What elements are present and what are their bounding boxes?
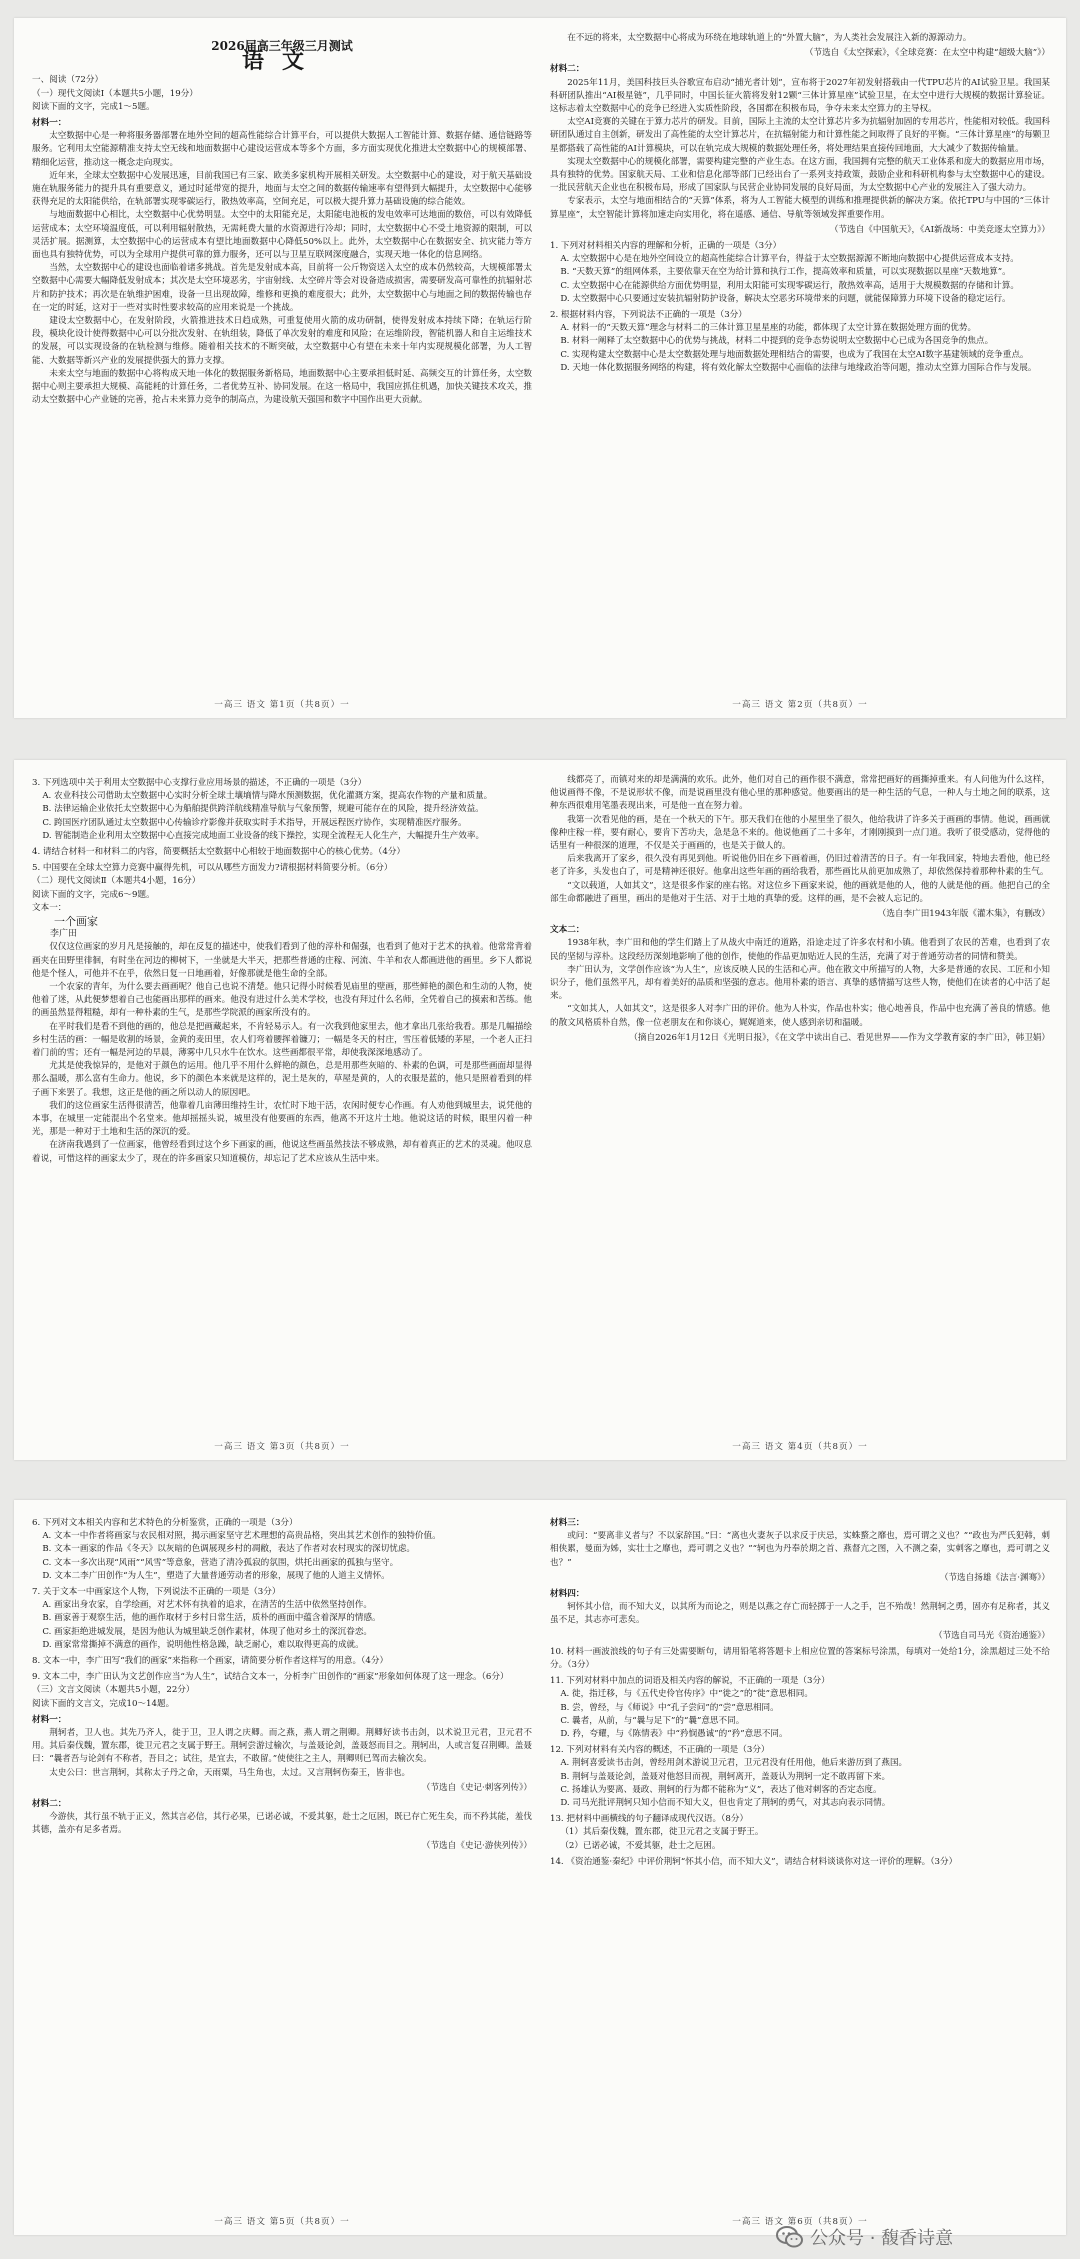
page-6-column (550, 1514, 1050, 2209)
paragraph: 文本一： (32, 902, 67, 913)
answer-option: A. 材料一的“天数天算”理念与材料二的三体计算卫星星座的功能，都体现了太空计算在数据处理方面的优势。 (560, 323, 977, 334)
answer-option: A. 文本一中作者将画家与农民相对照，揭示画家坚守艺术理想的高贵品格，突出其艺术创作的独特价值。 (42, 1531, 441, 1542)
exam-sheet-pages-1-2 (14, 18, 1066, 718)
source-citation: （摘自2026年1月12日《光明日报》，《在文学中读出自己、看见世界——作为文学教育家的李广田》，韩卫娟） (629, 1032, 1050, 1043)
section-heading: 材料三： (550, 1518, 585, 1528)
answer-option: D. 太空数据中心只要通过安装抗辐射防护设备，解决太空恶劣环境带来的问题，就能保障算力环境下设备的稳定运行。 (560, 293, 1011, 304)
section-heading: 材料四： (550, 1589, 585, 1600)
paragraph: 未来太空与地面的数据中心将构成天地一体化的数据服务新格局，地面数据中心主要承担低时延、高频交互的计算任务，太空数据中心则主要承担大规模、高能耗的计算任务，二者优势互补、协同发展。在这一格局中，我国应抓住机遇，加快关键技术攻关，推动太空数据中心产业链的完善，抢占未来算力竞争的制高点，为建设航天强国和数字中国作出更大贡献。 (32, 368, 532, 406)
question-text: 11. 下列对材料中加点的词语及相关内容的解说，不正确的一项是（3分） (550, 1676, 830, 1687)
question-text: 12. 下列对材料有关内容的概述，不正确的一项是（3分） (550, 1745, 770, 1756)
question-text: 6. 下列对文本相关内容和艺术特色的分析鉴赏，正确的一项是（3分） (32, 1518, 298, 1528)
section-heading: 材料二： (550, 64, 585, 75)
page-2-column (550, 32, 1050, 692)
page-5-text (32, 1517, 532, 1853)
paragraph: 一个画家 (54, 915, 98, 929)
paragraph: 在济南我遇到了一位画家，他曾经看到过这个乡下画家的画，他说这些画虽然技法不够成熟，却有着真正的艺术的灵魂。他叹息着说，可惜这样的画家太少了，现在的许多画家只知道模仿，却忘记了艺术应该从生活中来。 (32, 1140, 532, 1164)
source-citation: （节选自《中国航天》，《AI新战场：中美竞逐太空算力》） (829, 224, 1050, 235)
page-3-footer: 一高三 语文 第3页（共8页）一 (214, 1442, 350, 1452)
question-text: 1. 下列对材料相关内容的理解和分析，正确的一项是（3分） (550, 241, 782, 252)
answer-option: C. 跨国医疗团队通过太空数据中心传输诊疗影像并获取实时手术指导，开展远程医疗协作，实现精准医疗服务。 (42, 817, 467, 828)
page-4-text (550, 774, 1050, 1045)
paragraph: 尤其是使我惊异的，是他对于颜色的运用。他几乎不用什么鲜艳的颜色，总是用那些灰暗的、朴素的色调，可是那些画面却显得那么温暖，那么富有生命力。他说，乡下的颜色本来就是这样的，泥土是灰的，草屋是黄的，人的衣服是蓝的，他只是照着看到的样子画下来罢了。我想，这正是他的画之所以动人的原因吧。 (32, 1061, 532, 1098)
answer-option: C. 太空数据中心在能源供给方面优势明显，利用太阳能可实现零碳运行，散热效率高，适用于大规模数据的存储和计算。 (560, 280, 1019, 291)
paragraph: 2025年11月，美国科技巨头谷歌宣布启动“捕光者计划”，宣布将于2027年初发射搭载由一代TPU芯片的AI试验卫星。我国某科研团队推出“AI极星链”，几乎同时，中国长征火箭将发射12颗“三体计算星座”试验卫星，在太空中进行大规模的数据计算验证。这标志着太空数据中心的竞争已经进入实质性阶段，各国都在积极布局，争夺未来太空算力的主导权。 (550, 77, 1050, 115)
question-text: 13. 把材料中画横线的句子翻译成现代汉语。（8分） (550, 1814, 749, 1825)
question-text: 10. 材料一画波浪线的句子有三处需要断句，请用铅笔将答题卡上相应位置的答案标号涂黑，每填对一处给1分，涂黑超过三处不给分。（3分） (550, 1646, 1050, 1671)
paragraph: 阅读下面的文字，完成6～9题。 (32, 889, 155, 900)
paragraph: 我第一次看见他的画，是在一个秋天的下午。那天我们在他的小屋里坐了很久，他给我讲了许多关于画画的事情。他说，画画就像种庄稼一样，要有耐心，要肯下苦功夫，急是急不来的。他说他画了二十多年，才刚刚摸到一点门道。我听了很受感动，觉得他的话里有一种很深的道理，不仅是关于画画的，也是关于做人的。 (550, 814, 1050, 852)
page-2-footer: 一高三 语文 第2页（共8页）一 (732, 700, 868, 710)
paragraph: 当然，太空数据中心的建设也面临着诸多挑战。首先是发射成本高，目前将一公斤物资送入太空的成本仍然较高，大规模部署太空数据中心需要大幅降低发射成本；其次是太空环境恶劣，宇宙射线、太空碎片等会对设备造成损害，需要研发高可靠性的抗辐射芯片和防护技术；再次是在轨维护困难，设备一旦出现故障，维修和更换的难度很大；此外，太空数据中心与地面之间的数据传输也存在一定的时延，这对于一些对实时性要求较高的应用来说是一个挑战。 (32, 263, 532, 313)
section-heading: 材料二： (32, 1799, 67, 1810)
exam-sheet-pages-5-6 (14, 1500, 1066, 2235)
answer-option: A. 荆轲喜爱读书击剑，曾经用剑术游说卫元君，卫元君没有任用他，他后来游历到了燕国。 (560, 1758, 908, 1769)
answer-option: D. 司马光批评荆轲只知小信而不知大义，但也肯定了荆轲的勇气，对其志向表示同情。 (560, 1798, 891, 1809)
answer-option: A. 徙，指迁移，与《五代史伶官传序》中“徙之”的“徙”意思相同。 (560, 1689, 813, 1700)
paragraph: 建设太空数据中心，在发射阶段，火箭推进技术日趋成熟，可重复使用火箭的成功研制，使得发射成本持续下降；在轨运行阶段，模块化设计使得数据中心可以分批次发射、在轨组装，降低了单次发射的难度和风险；在运维阶段，智能机器人和自主运维技术的发展，可以实现设备的在轨检测与维修。随着相关技术的不断突破，太空数据中心有望在未来十年内实现规模化部署，为人工智能、大数据等新兴产业的发展提供强大的算力支撑。 (32, 316, 532, 366)
paragraph: （一）现代文阅读Ⅰ（本题共5小题，19分） (32, 88, 198, 99)
paragraph: （二）现代文阅读Ⅱ（本题共4小题，16分） (32, 876, 201, 887)
page-5-column (32, 1514, 532, 2209)
paragraph: 阅读下面的文言文，完成10～14题。 (32, 1698, 175, 1709)
answer-option: D. 矜，夸耀，与《陈情表》中“矜悯愚诚”的“矜”意思不同。 (560, 1729, 788, 1740)
answer-option: B. 尝，曾经，与《师说》中“孔子尝问”的“尝”意思相同。 (560, 1702, 779, 1713)
answer-option: C. 实现构建太空数据中心是太空数据处理与地面数据处理相结合的需要，也成为了我国在太空AI数字基建领域的竞争重点。 (560, 349, 1029, 360)
section-heading: 李广田 (50, 929, 78, 940)
page-6-footer: 一高三 语文 第6页（共8页）一 (732, 2217, 868, 2227)
paragraph: 今游侠，其行虽不轨于正义，然其言必信，其行必果，已诺必诚，不爱其躯，赴士之厄困，既已存亡死生矣，而不矜其能，羞伐其德，盖亦有足多者焉。 (32, 1812, 532, 1836)
question-text: 2. 根据材料内容，下列说法不正确的一项是（3分） (550, 310, 747, 321)
source-citation: （节选自《史记·刺客列传》） (421, 1782, 532, 1793)
page-1-column (32, 32, 532, 692)
paragraph: 荆轲者，卫人也。其先乃齐人，徙于卫，卫人谓之庆卿。而之燕，燕人谓之荆卿。荆卿好读书击剑，以术说卫元君，卫元君不用。其后秦伐魏，置东郡，徙卫元君之支属于野王。荆轲尝游过榆次，与盖聂论剑，盖聂怒而目之。荆轲出，人或言复召荆卿。盖聂曰：“曩者吾与论剑有不称者，吾目之；试往，是宜去，不敢留。”使使往之主人，荆卿则已驾而去榆次矣。 (32, 1728, 532, 1765)
paragraph: 或问：“要离非义者与？不以家辞国。”曰：“离也火妻灰子以求反于庆忌，实蛛蝥之靡也，焉可谓之义也？”“政也为严氏犯韩，刺相侠累，曼面为姊，实壮士之靡也，焉可谓之义也？”“轲也为丹奉於期之首、燕督亢之图，入不测之秦，实刺客之靡也，焉可谓之义也？” (550, 1531, 1050, 1568)
paragraph: 太空数据中心是一种将服务器部署在地外空间的超高性能综合计算平台，可以提供大数据人工智能计算、数据存储、通信链路等服务。它利用太空能源精准支持太空无线和地面数据中心建设运营成本等多个方面，多方面实现优化推进太空数据中心的规模部署、精细化运营，推动这一概念走向现实。 (32, 131, 532, 168)
answer-option: C. 扬雄认为要离、聂政、荆轲的行为都不能称为“义”，表达了他对刺客的否定态度。 (560, 1784, 882, 1795)
answer-option: （2）已诺必诚，不爱其躯，赴士之厄困。 (560, 1840, 721, 1851)
answer-option: D. 智能制造企业利用太空数据中心直接完成地面工业设备的线下操控，实现全流程无人化生产，大幅提升生产效率。 (42, 830, 485, 841)
page-3-column (32, 774, 532, 1434)
paragraph: 近年来，全球太空数据中心发展迅速，目前我国已有三家、欧美多家机构开展相关研发。太空数据中心的建设，对于航天基础设施在轨服务能力的提升具有重要意义，通过时延带宽的提升，地面与太空之间的数据传输速率有望得到大幅提升，太空数据中心能够获得充足的太阳能供给，在轨部署实现零碳运行，散热效率高，空间充足，可以极大提升算力基础设施的综合能效。 (32, 170, 532, 208)
question-text: 7. 关于文本一中画家这个人物，下列说法不正确的一项是（3分） (32, 1587, 281, 1598)
answer-option: B. “天数天算”的组网体系，主要依靠天在空为给计算和执行工作，提高效率和质量，可以实现数据以星座”天数地算”。 (560, 267, 1011, 278)
exam-title: 2026届高三年级三月测试 (211, 39, 353, 53)
answer-option: B. 文本一画家的作品《冬天》以灰暗的色调展现乡村的凋敝，表达了作者对农村现实的深切忧虑。 (42, 1544, 416, 1555)
wechat-watermark (776, 2222, 1066, 2252)
paragraph: 线都亮了，而镇对来的却是满满的欢乐。此外，他们对自己的画作很不满意，常常把画好的画撕掉重来。有人问他为什么这样，他说画得不像，不是说形状不像，而是说画里没有他心里的那种感觉。他要画出的是一种生活的气息，一种人与土地之间的联系，这种东西很难用笔墨表现出来，可是他一直在努力着。 (550, 775, 1050, 812)
question-text: 4. 请结合材料一和材料二的内容，简要概括太空数据中心相较于地面数据中心的核心优势。（4分） (32, 847, 406, 858)
paragraph: “文如其人，人如其文”，这是很多人对李广田的评价。他为人朴实，作品也朴实；他心地善良，作品中也充满了善良的情感。他的散文风格质朴自然，像一位老朋友在和你谈心，娓娓道来，使人感到亲切和温暖。 (550, 1004, 1050, 1028)
question-text: 5. 中国要在全球太空算力竞赛中赢得先机，可以从哪些方面发力?请根据材料简要分析。（6分） (32, 863, 393, 874)
paragraph: “文以载道，人如其文”，这是很多作家的座右铭。对这位乡下画家来说，他的画就是他的人，他的人就是他的画。他把自己的全部生命都融进了画里，画出的是他对于生活、对于土地的真挚的爱。这样的画，是不会被人忘记的。 (550, 880, 1050, 904)
answer-option: D. 画家常常撕掉不满意的画作，说明他性格急躁，缺乏耐心，难以取得更高的成就。 (42, 1639, 364, 1650)
subject-title: 语文 (241, 48, 322, 75)
paragraph: 实现太空数据中心的规模化部署，需要构建完整的产业生态。在这方面，我国拥有完整的航天工业体系和庞大的数据应用市场，具有独特的优势。国家航天局、工业和信息化部等部门已经出台了一系列支持政策，鼓励企业和科研机构参与太空数据中心的建设。一批民营航天企业也在积极布局，形成了国家队与民营企业协同发展的良好局面，为太空数据中心产业的发展注入了强大动力。 (550, 156, 1050, 194)
source-citation: （节选自《史记·游侠列传》） (421, 1840, 532, 1851)
answer-option: A. 画家出身农家，自学绘画，对艺术怀有执着的追求，在清苦的生活中依然坚持创作。 (42, 1600, 372, 1611)
paragraph: 1938年秋，李广田和他的学生们踏上了从战火中南迁的道路，沿途走过了许多农村和小镇。他看到了农民的苦难，也看到了农民的坚韧与淳朴。这段经历深刻地影响了他的创作，使他的作品更加贴近人民的生活，充满了对于普通劳动者的同情和赞美。 (550, 938, 1050, 962)
answer-option: B. 法律运输企业依托太空数据中心为船舶提供跨洋航线精准导航与气象预警，规避可能存在的风险，提升经济效益。 (42, 804, 484, 815)
answer-option: B. 荆轲与盖聂论剑，盖聂对他怒目而视，荆轲离开，盖聂认为荆轲一定不敢再留下来。 (560, 1771, 891, 1782)
paragraph: 在平时我们是看不到他的画的，他总是把画藏起来，不肯轻易示人。有一次我到他家里去，他才拿出几张给我看。那是几幅描绘乡村生活的画：一幅是收割的场景，金黄的麦田里，农人们弯着腰挥着镰刀；一幅是冬天的村庄，雪压着低矮的茅屋，一个老人正扫着门前的雪；还有一幅是河边的早晨，薄雾中几只水牛在饮水。这些画都很平常，却使我深深地感动了。 (32, 1021, 532, 1059)
wechat-icon (776, 2225, 804, 2249)
source-citation: （节选自司马光《资治通鉴》） (933, 1630, 1050, 1641)
paragraph: 专家表示，太空与地面相结合的“天算”体系，将为人工智能大模型的训练和推理提供新的解决方案。依托TPU与中国的“三体计算星座”，太空智能计算将加速走向实用化，将在遥感、通信、导航等领域发挥重要作用。 (550, 196, 1050, 220)
page-1-footer: 一高三 语文 第1页（共8页）一 (214, 700, 350, 710)
watermark-text: 公众号 · 馥香诗意 (810, 2228, 954, 2249)
question-text: 9. 文本二中，李广田认为文艺创作应当“为人生”，试结合文本一，分析李广田创作的“画家”形象如何体现了这一理念。（6分） (32, 1672, 509, 1683)
exam-sheet-pages-3-4 (14, 760, 1066, 1460)
answer-option: B. 材料一阐释了太空数据中心的优势与挑战，材料二中提到的竞争态势说明太空数据中心已成为各国竞争的焦点。 (560, 336, 994, 347)
page-5-footer: 一高三 语文 第5页（共8页）一 (214, 2217, 350, 2227)
answer-option: C. 曩者，从前，与“曩与足下”的“曩”意思不同。 (560, 1715, 745, 1726)
section-heading: 材料一： (32, 1714, 67, 1725)
section-heading: 材料一： (32, 118, 67, 129)
question-text: 14. 《资治通鉴·秦纪》中评价荆轲“怀其小信，而不知大义”，请结合材料谈谈你对这一评价的理解。（3分） (550, 1856, 958, 1867)
answer-option: A. 农业科技公司借助太空数据中心实时分析全球土壤墒情与降水预测数据，优化灌溉方案，提高农作物的产量和质量。 (42, 791, 493, 802)
source-citation: （选自李广田1943年版《灌木集》，有删改） (877, 909, 1050, 920)
paragraph: 一、阅读（72分） (32, 75, 104, 86)
source-citation: （节选自扬雄《法言·渊骞》） (939, 1572, 1050, 1583)
answer-option: （1）其后秦伐魏，置东郡，徙卫元君之支属于野王。 (560, 1827, 764, 1838)
paragraph: 在不远的将来，太空数据中心将成为环绕在地球轨道上的“外置大脑”，为人类社会发展注入新的源源动力。 (567, 33, 972, 43)
question-text: 3. 下列选项中关于利用太空数据中心支撑行业应用场景的描述，不正确的一项是（3分） (32, 778, 367, 788)
paragraph: 后来我离开了家乡，很久没有再见到他。听说他仍旧在乡下画着画，仍旧过着清苦的日子。有一年我回家，特地去看他，他已经老了许多，头发也白了，可是精神还很好。他拿出这些年画的画给我看，那些画比从前更加成熟了，却依然保持着那种朴素的生气。 (550, 854, 1050, 878)
page-4-footer: 一高三 语文 第4页（共8页）一 (732, 1442, 868, 1452)
answer-option: D. 文本二李广田创作“为人生”，塑造了大量普通劳动者的形象，展现了他的人道主义情怀。 (42, 1570, 390, 1581)
paragraph: （三）文言文阅读（本题共5小题，22分） (32, 1685, 195, 1696)
paragraph: 李广田认为，文学创作应该“为人生”，应该反映人民的生活和心声。他在散文中所描写的人物，大多是普通的农民、工匠和小知识分子，他们虽然平凡，却有着美好的品质和坚强的意志。他用朴素的语言、真挚的感情描写这些人物，使他们在读者的心中活了起来。 (550, 964, 1050, 1002)
paragraph: 太空AI竞赛的关键在于算力芯片的研发。目前，国际上主流的太空计算芯片多为抗辐射加固的专用芯片，性能相对较低。我国科研团队通过自主创新，研发出了高性能的太空计算芯片，在抗辐射能力和计算性能之间取得了良好的平衡。“三体计算星座”的每颗卫星都搭载了高性能的AI计算模块，可以在轨完成大规模的数据处理任务，将处理结果直接传回地面，大大减少了数据传输量。 (550, 117, 1050, 154)
source-citation: （节选自《太空探索》，《全球竞赛：在太空中构建“超级大脑”》） (804, 48, 1050, 59)
paragraph: 阅读下面的文字，完成1～5题。 (32, 101, 155, 112)
paragraph: 一个农家的青年，为什么要去画画呢？他自己也说不清楚。他只记得小时候看见庙里的壁画，那些鲜艳的颜色和生动的人物，使他着了迷，从此便梦想着自己也能画出那样的画来。他没有进过什么美术学校，也没有拜过什么名师，全凭着自己的摸索和苦练。他的画虽然显得粗糙，却有一种朴素的生气，是那些学院派的画家所没有的。 (32, 982, 532, 1019)
paragraph: 太史公曰：世言荆轲，其称太子丹之命，天雨粟，马生角也，太过。又言荆轲伤秦王，皆非也。 (49, 1767, 411, 1778)
answer-option: C. 文本一多次出现“风雨”“风雪”等意象，营造了清冷孤寂的氛围，烘托出画家的孤独与坚守。 (42, 1557, 399, 1568)
paragraph: 轲怀其小信，而不知大义，以其所为而论之，则是以燕之存亡而轻掷于一人之手，岂不殆哉！然荆轲之勇，固亦有足称者，其义虽不足，其志亦可悲矣。 (550, 1602, 1050, 1626)
page-3-text (32, 777, 532, 1166)
page-4-column (550, 774, 1050, 1434)
page-2-text (550, 32, 1050, 375)
paragraph: 我们的这位画家生活得很清苦，他靠着几亩薄田维持生计，农忙时下地干活，农闲时便专心作画。有人劝他到城里去，说凭他的本事，在城里一定能混出个名堂来。他却摇摇头说，城里没有他要画的东西，他离不开这片土地。他说这话的时候，眼里闪着一种光，那是一种对于土地和生活的深沉的爱。 (32, 1100, 532, 1138)
paragraph: 与地面数据中心相比，太空数据中心优势明显。太空中的太阳能充足，太阳能电池板的发电效率可达地面的数倍，可以有效降低运营成本；太空环境温度低，可以利用辐射散热，无需耗费大量的水资源进行冷却；同时，太空数据中心不受土地资源的限制，可以灵活扩展。据测算，太空数据中心的运营成本有望比地面数据中心降低50%以上。此外，太空数据中心在数据安全、抗灾能力等方面也具有独特优势，可以为全球用户提供可靠的算力服务，还可以与卫星互联网深度融合，实现天地一体化的信息网络。 (32, 210, 532, 261)
answer-option: A. 太空数据中心是在地外空间设立的超高性能综合计算平台，得益于太空数据源源不断地向数据中心提供运营成本支持。 (560, 254, 1019, 265)
paragraph: 仅仅这位画家的岁月凡是接触的，却在反复的描述中，使我们看到了他的淳朴和倔强，也看到了他对于艺术的执着。他常常背着画夹在田野里徘徊，有时坐在河边的柳树下，一坐就是大半天，把那些普通的庄稼、河流、牛羊和农人都画进他的画里。乡下人都说他是个怪人，可他并不在乎，依然日复一日地画着，好像那就是他生命的全部。 (32, 942, 532, 979)
answer-option: B. 画家善于观察生活，他的画作取材于乡村日常生活，质朴的画面中蕴含着深厚的情感。 (42, 1613, 381, 1624)
section-heading: 文本二： (550, 925, 585, 936)
page-6-text (550, 1517, 1050, 1869)
question-text: 8. 文本一中，李广田写“我们的画家”来指称一个画家，请简要分析作者这样写的用意。（4分） (32, 1656, 389, 1667)
answer-option: D. 天地一体化数据服务网络的构建，将有效化解太空数据中心面临的法律与地缘政治等问题，推动太空算力国际合作与发展。 (560, 362, 1037, 373)
page-1-text (32, 74, 532, 407)
answer-option: C. 画家拒绝进城发展，是因为他认为城里缺乏创作素材，体现了他对乡土的深沉眷恋。 (42, 1626, 373, 1637)
